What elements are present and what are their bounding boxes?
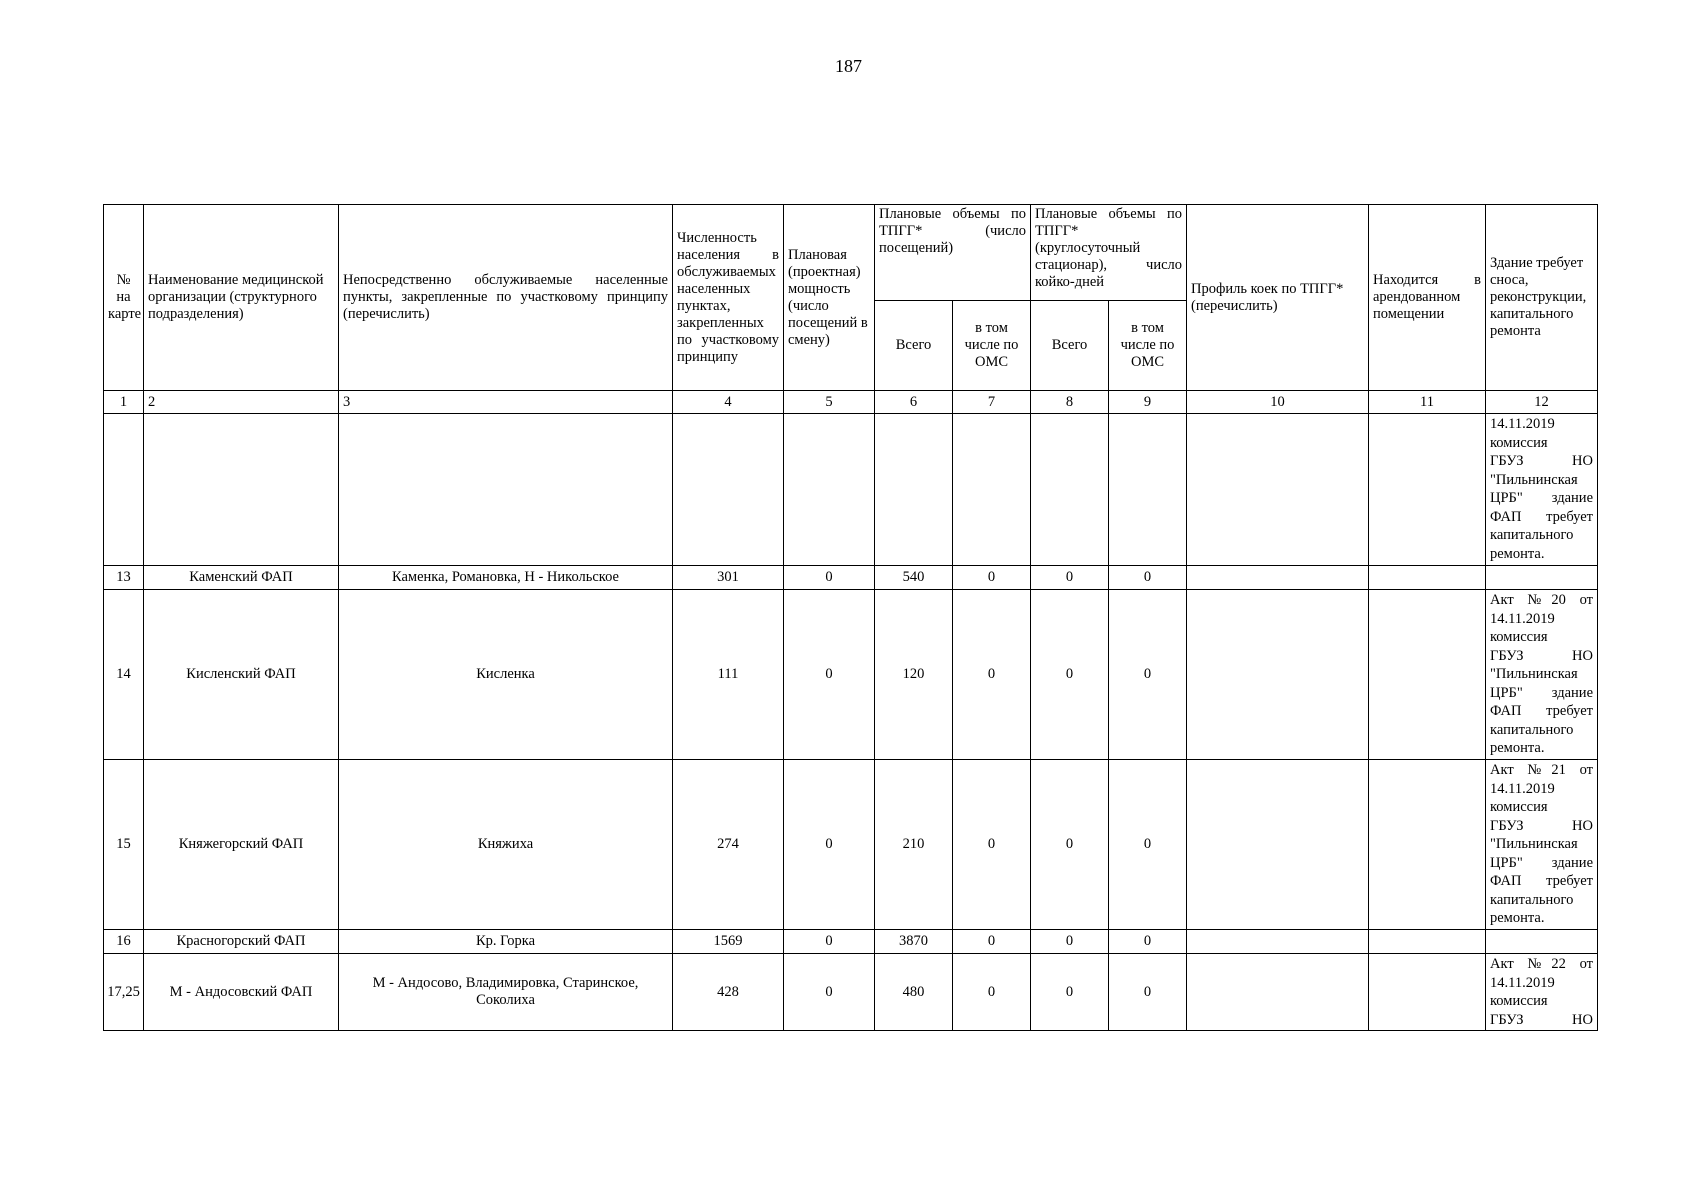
header-col2: Наименование медицинской организации (структурного подразделения): [144, 205, 339, 391]
column-number: 8: [1031, 391, 1109, 414]
note-line: капитального: [1490, 721, 1574, 738]
building-note-cell: [1486, 760, 1598, 930]
capacity-cell: [784, 414, 875, 566]
page-number: 187: [835, 56, 862, 76]
facility-name-cell: Кисленский ФАП: [144, 590, 339, 760]
visits-oms-cell: 0: [953, 590, 1031, 760]
building-note-cell: [1486, 590, 1598, 760]
row-number-cell: 15: [104, 760, 144, 930]
population-cell: 111: [673, 590, 784, 760]
header-col4: Численность населения в обслуживаемых населенных пунктах, закрепленных по участковому принципу: [673, 205, 784, 391]
note-line: ремонта.: [1490, 740, 1545, 756]
table-row: [104, 414, 1598, 566]
table-row: [104, 566, 1598, 590]
facilities-table: [103, 204, 1598, 1031]
column-number: 3: [339, 391, 673, 414]
bed-profile-cell: [1187, 954, 1369, 1031]
table-row: [104, 954, 1598, 1031]
note-line: 14.11.2019: [1490, 610, 1555, 627]
column-number: 12: [1486, 391, 1598, 414]
building-note-cell: [1486, 930, 1598, 954]
note-line: 14.11.2019: [1490, 416, 1555, 432]
note-line: ГБУЗ НО: [1490, 453, 1593, 469]
rented-cell: [1369, 760, 1486, 930]
table-row: [104, 760, 1598, 930]
note-line: ФАП требует: [1490, 873, 1593, 889]
note-line: ЦРБ" здание: [1490, 854, 1593, 871]
settlements-cell: Кисленка: [339, 590, 673, 760]
visits-total-cell: [875, 414, 953, 566]
bed-profile-cell: [1187, 414, 1369, 566]
rented-cell: [1369, 930, 1486, 954]
capacity-cell: 0: [784, 566, 875, 590]
beddays-total-cell: 0: [1031, 930, 1109, 954]
column-number: 1: [104, 391, 144, 414]
beddays-oms-cell: 0: [1109, 930, 1187, 954]
header-col8: Всего: [1031, 301, 1109, 391]
beddays-total-cell: 0: [1031, 954, 1109, 1031]
rented-cell: [1369, 566, 1486, 590]
header-col6: Всего: [875, 301, 953, 391]
note-line: ремонта.: [1490, 910, 1545, 926]
facility-name-cell: Каменский ФАП: [144, 566, 339, 590]
note-line: ЦРБ" здание: [1490, 684, 1593, 701]
beddays-total-cell: 0: [1031, 760, 1109, 930]
visits-oms-cell: 0: [953, 930, 1031, 954]
row-number-cell: 17,25: [104, 954, 144, 1031]
note-line: "Пильнинская: [1490, 666, 1578, 682]
beddays-total-cell: 0: [1031, 566, 1109, 590]
header-col12: Здание требует сноса, реконструкции, капитального ремонта: [1486, 205, 1598, 391]
beddays-oms-cell: 0: [1109, 566, 1187, 590]
note-line: ФАП требует: [1490, 508, 1593, 525]
header-col8-9: Плановые объемы по ТПГГ* (круглосуточный стационар), число койко-дней: [1031, 205, 1187, 301]
note-line: "Пильнинская: [1490, 471, 1578, 488]
row-number-cell: [104, 414, 144, 566]
population-cell: 428: [673, 954, 784, 1031]
facility-name-cell: [144, 414, 339, 566]
settlements-cell: [339, 414, 673, 566]
beddays-oms-cell: [1109, 414, 1187, 566]
note-line: 14.11.2019: [1490, 974, 1555, 991]
settlements-cell: Княжиха: [339, 760, 673, 930]
note-line: ЦРБ" здание: [1490, 490, 1593, 506]
facility-name-cell: Красногорский ФАП: [144, 930, 339, 954]
column-number: 2: [144, 391, 339, 414]
visits-oms-cell: 0: [953, 954, 1031, 1031]
rented-cell: [1369, 414, 1486, 566]
column-number: 10: [1187, 391, 1369, 414]
note-line: капитального: [1490, 891, 1574, 908]
beddays-total-cell: 0: [1031, 590, 1109, 760]
column-number-row: [104, 391, 1598, 414]
visits-total-cell: 480: [875, 954, 953, 1031]
note-line: комиссия: [1490, 629, 1548, 645]
row-number-cell: 16: [104, 930, 144, 954]
row-number-cell: 14: [104, 590, 144, 760]
visits-total-cell: 210: [875, 760, 953, 930]
rented-cell: [1369, 590, 1486, 760]
population-cell: 274: [673, 760, 784, 930]
note-line: ГБУЗ НО: [1490, 647, 1593, 664]
note-line: 14.11.2019: [1490, 780, 1555, 797]
bed-profile-cell: [1187, 760, 1369, 930]
note-line: комиссия: [1490, 799, 1548, 815]
column-number: 6: [875, 391, 953, 414]
building-note-cell: [1486, 414, 1598, 566]
column-number: 9: [1109, 391, 1187, 414]
beddays-oms-cell: 0: [1109, 760, 1187, 930]
capacity-cell: 0: [784, 930, 875, 954]
population-cell: 301: [673, 566, 784, 590]
note-line: комиссия: [1490, 993, 1548, 1009]
capacity-cell: 0: [784, 954, 875, 1031]
visits-oms-cell: 0: [953, 566, 1031, 590]
rented-cell: [1369, 954, 1486, 1031]
note-line: Акт №22 от: [1490, 956, 1593, 972]
settlements-cell: Кр. Горка: [339, 930, 673, 954]
column-number: 11: [1369, 391, 1486, 414]
visits-total-cell: 540: [875, 566, 953, 590]
header-col9: в том числе по ОМС: [1109, 301, 1187, 391]
visits-oms-cell: [953, 414, 1031, 566]
bed-profile-cell: [1187, 590, 1369, 760]
header-col7: в том числе по ОМС: [953, 301, 1031, 391]
visits-oms-cell: 0: [953, 760, 1031, 930]
note-line: комиссия: [1490, 434, 1548, 451]
header-col3: Непосредственно обслуживаемые населенные пункты, закрепленные по участковому принципу (перечислить): [339, 205, 673, 391]
facility-name-cell: Княжегорский ФАП: [144, 760, 339, 930]
capacity-cell: 0: [784, 760, 875, 930]
note-line: ремонта.: [1490, 545, 1545, 562]
beddays-oms-cell: 0: [1109, 590, 1187, 760]
bed-profile-cell: [1187, 566, 1369, 590]
note-line: Акт №20 от: [1490, 592, 1593, 608]
header-col6-7: Плановые объемы по ТПГГ* (число посещений): [875, 205, 1031, 301]
visits-total-cell: 3870: [875, 930, 953, 954]
column-number: 7: [953, 391, 1031, 414]
facility-name-cell: М - Андосовский ФАП: [144, 954, 339, 1031]
building-note-cell: [1486, 954, 1598, 1031]
population-cell: 1569: [673, 930, 784, 954]
bed-profile-cell: [1187, 930, 1369, 954]
column-number: 4: [673, 391, 784, 414]
column-number: 5: [784, 391, 875, 414]
note-line: "Пильнинская: [1490, 836, 1578, 852]
building-note-cell: [1486, 566, 1598, 590]
note-line: ГБУЗ НО: [1490, 817, 1593, 834]
note-line: Акт №21 от: [1490, 762, 1593, 778]
visits-total-cell: 120: [875, 590, 953, 760]
header-col10: Профиль коек по ТПГГ* (перечислить): [1187, 205, 1369, 391]
note-line: ГБУЗ НО: [1490, 1011, 1593, 1028]
settlements-cell: М - Андосово, Владимировка, Старинское, Соколиха: [339, 954, 673, 1031]
note-line: капитального: [1490, 527, 1574, 543]
header-col1: № на карте: [104, 205, 144, 391]
settlements-cell: Каменка, Романовка, Н - Никольское: [339, 566, 673, 590]
header-col11: Находится в арендованном помещении: [1369, 205, 1486, 391]
note-line: ФАП требует: [1490, 703, 1593, 719]
population-cell: [673, 414, 784, 566]
table-row: [104, 590, 1598, 760]
table-row: [104, 930, 1598, 954]
header-col5: Плановая (проектная) мощность (число посещений в смену): [784, 205, 875, 391]
beddays-total-cell: [1031, 414, 1109, 566]
capacity-cell: 0: [784, 590, 875, 760]
beddays-oms-cell: 0: [1109, 954, 1187, 1031]
row-number-cell: 13: [104, 566, 144, 590]
